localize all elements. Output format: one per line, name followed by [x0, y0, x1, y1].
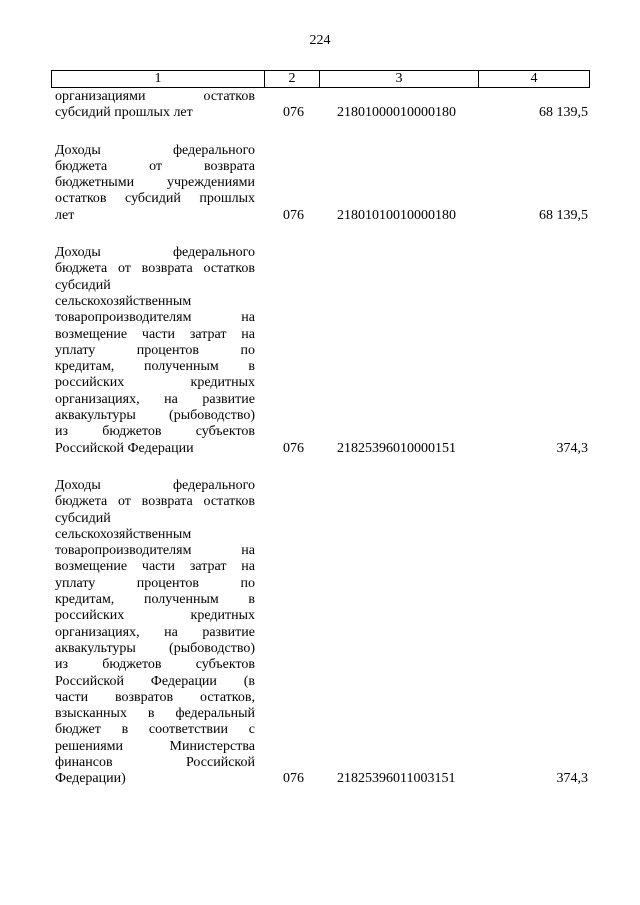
row-kbk-code: 21801010010000180	[337, 207, 456, 223]
description-line: решениями Министерства	[55, 738, 255, 754]
description-line: возмещение части затрат на	[55, 326, 255, 342]
description-line: сельскохозяйственным	[55, 293, 192, 309]
description-line: из бюджетов субъектов	[55, 657, 255, 673]
description-line: уплату процентов по	[55, 575, 255, 591]
page-number: 224	[309, 33, 331, 48]
description-line: взысканных в федеральный	[55, 706, 255, 722]
header-col-1: 1	[52, 71, 265, 88]
header-col-4: 4	[479, 71, 590, 88]
row-description	[55, 478, 255, 788]
description-line: товаропроизводителям на	[55, 310, 255, 326]
row-kbk-code: 21825396011003151	[337, 771, 456, 787]
description-line: сельскохозяйственным	[55, 526, 192, 542]
description-line: бюджетными учреждениями	[55, 175, 255, 191]
row-amount: 374,3	[556, 440, 588, 456]
description-line: аквакультуры (рыбоводство)	[55, 408, 255, 424]
description-line: российских кредитных	[55, 608, 255, 624]
description-line: бюджета от возврата остатков	[55, 494, 255, 510]
description-line: Российской Федерации	[55, 440, 194, 456]
description-line: лет	[55, 207, 75, 223]
description-line: организациями остатков	[55, 89, 255, 104]
description-line: субсидий прошлых лет	[55, 105, 193, 121]
header-col-2: 2	[265, 71, 320, 88]
description-line: возмещение части затрат на	[55, 559, 255, 575]
description-line: части возвратов остатков,	[55, 689, 255, 705]
description-line: организациях, на развитие	[55, 391, 255, 407]
description-line: бюджета от возврата остатков	[55, 261, 255, 277]
description-line: уплату процентов по	[55, 342, 255, 358]
row-amount: 68 139,5	[539, 105, 588, 121]
row-admin-code: 076	[283, 105, 304, 121]
description-line: кредитам, полученным в	[55, 359, 255, 375]
table-row	[0, 143, 640, 225]
description-line: Доходы федерального	[55, 142, 255, 158]
description-line: Доходы федерального	[55, 478, 255, 493]
row-description	[55, 245, 255, 457]
description-line: российских кредитных	[55, 375, 255, 391]
description-line: субсидий	[55, 510, 111, 526]
header-col-3: 3	[320, 71, 479, 88]
description-line: товаропроизводителям на	[55, 543, 255, 559]
table-row	[0, 245, 640, 457]
row-kbk-code: 21825396010000151	[337, 440, 456, 456]
description-line: бюджета от возврата	[55, 158, 255, 174]
row-description	[55, 89, 255, 122]
row-admin-code: 076	[283, 771, 304, 787]
table-row	[0, 478, 640, 788]
description-line: финансов Российской	[55, 755, 255, 771]
table-row	[0, 89, 640, 122]
row-kbk-code: 21801000010000180	[337, 105, 456, 121]
table-header	[51, 70, 590, 88]
description-line: субсидий	[55, 277, 111, 293]
row-admin-code: 076	[283, 207, 304, 223]
row-amount: 68 139,5	[539, 207, 588, 223]
row-amount: 374,3	[556, 771, 588, 787]
description-line: организациях, на развитие	[55, 624, 255, 640]
description-line: аквакультуры (рыбоводство)	[55, 640, 255, 656]
description-line: Доходы федерального	[55, 245, 255, 261]
description-line: Российской Федерации (в	[55, 673, 255, 689]
row-admin-code: 076	[283, 440, 304, 456]
description-line: бюджет в соответствии с	[55, 722, 255, 738]
description-line: кредитам, полученным в	[55, 592, 255, 608]
description-line: остатков субсидий прошлых	[55, 191, 255, 207]
description-line: Федерации)	[55, 771, 126, 787]
description-line: из бюджетов субъектов	[55, 424, 255, 440]
row-description	[55, 143, 255, 224]
